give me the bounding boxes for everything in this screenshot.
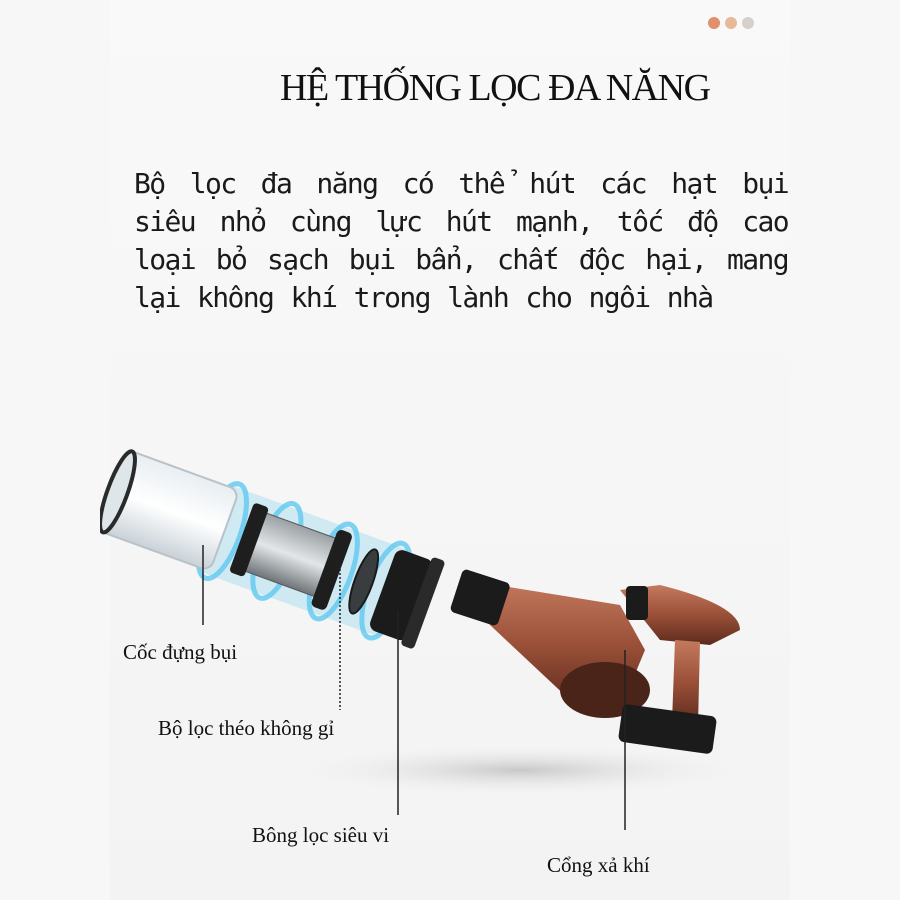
description-text: Bộ lọc đa năng có thể hút các hạt bụi siêu nhỏ cùng lực hút mạnh, tốc độ cao loại bỏ sạch bụi bẩn, chất độc hại, mang lại không khí trong lành cho ngôi nhà	[134, 167, 788, 314]
carousel-dot-2[interactable]	[725, 17, 737, 29]
carousel-dots	[708, 17, 754, 29]
carousel-dot-3[interactable]	[742, 17, 754, 29]
display-panel	[626, 586, 648, 620]
filter-assembly	[100, 442, 446, 653]
floor-shadow	[290, 744, 750, 796]
carousel-dot-1[interactable]	[708, 17, 720, 29]
label-steel-filter: Bộ lọc théo không gỉ	[158, 716, 335, 740]
label-dust-cup: Cốc đựng bụi	[123, 640, 238, 664]
label-hepa-filter: Bông lọc siêu vi	[252, 823, 390, 847]
label-exhaust-port: Cổng xả khí	[547, 853, 650, 877]
battery-pack	[618, 704, 717, 755]
page-title: HỆ THỐNG LỌC ĐA NĂNG	[280, 67, 710, 109]
vacuum-body	[449, 568, 740, 754]
vacuum-exploded-illustration	[100, 410, 800, 830]
